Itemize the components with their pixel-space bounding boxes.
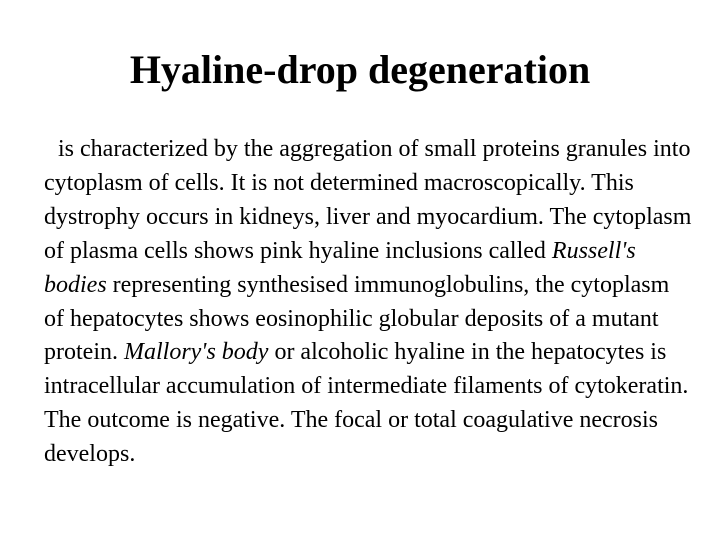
slide-title: Hyaline-drop degeneration — [129, 47, 591, 92]
body-text-part-2: representing synthesised immunoglobulins, the cytoplasm of hepatocytes shows eosinophilic globular deposits of a mutant protein. — [44, 271, 670, 366]
body-text-part-3: or alcoholic hyaline in the hepatocytes is intracellular accumulation of intermediate filaments of cytokeratin. The outcome is negative. The focal or total coagulative necrosis develops. — [44, 339, 689, 468]
term-russells-bodies: Russell's bodies — [44, 237, 636, 298]
slide-body-text — [44, 133, 694, 472]
body-text-part-1: is characterized by the aggregation of small proteins granules into cytoplasm of cells. It is not determined macroscopically. This dystrophy occurs in kidneys, liver and myocardium. The cytoplasm of plasma cells shows pink hyaline inclusions called — [44, 136, 692, 264]
term-mallorys-body: Mallory's body — [123, 339, 269, 366]
